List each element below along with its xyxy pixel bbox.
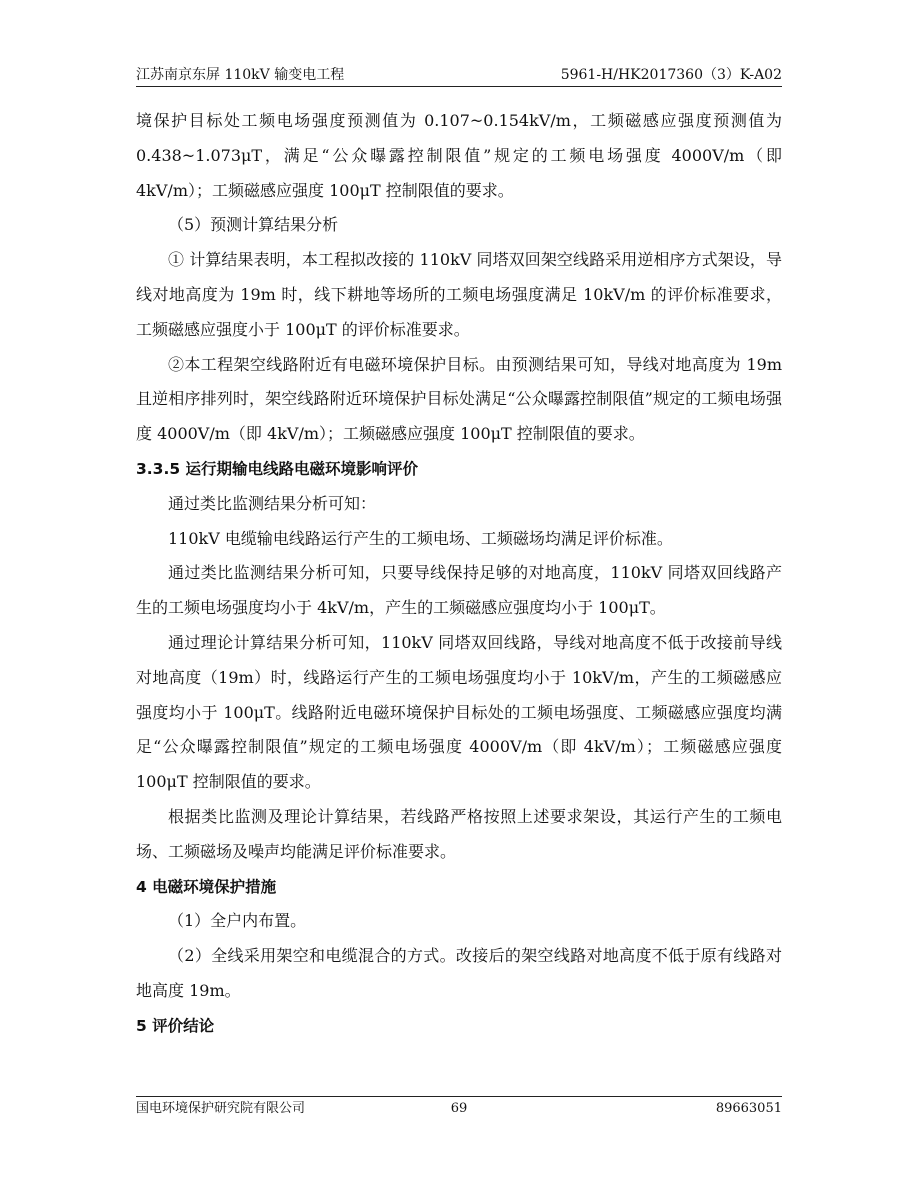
section-heading: 5 评价结论: [136, 1016, 215, 1035]
paragraph: 境保护目标处工频电场强度预测值为 0.107~0.154kV/m，工频磁感应强度预测值为0.438~1.073μT，满足“公众曝露控制限值”规定的工频电场强度 4000V/m（即 4kV/m）；工频磁感应强度 100μT 控制限值的要求。: [136, 111, 782, 200]
header-document-code: 5961-H/HK2017360（3）K-A02: [560, 67, 782, 83]
header-project-title: 江苏南京东屏 110kV 输变电工程: [136, 67, 345, 83]
list-item: （2）全线采用架空和电缆混合的方式。改接后的架空线路对地高度不低于原有线路对地高度 19m。: [136, 946, 782, 1000]
document-body: [136, 104, 782, 1044]
paragraph: 根据类比监测及理论计算结果，若线路严格按照上述要求架设，其运行产生的工频电场、工频磁场及噪声均能满足评价标准要求。: [136, 806, 782, 861]
paragraph: 通过类比监测结果分析可知，只要导线保持足够的对地高度，110kV 同塔双回线路产生的工频电场强度均小于 4kV/m，产生的工频磁感应强度均小于 100μT。: [136, 563, 782, 618]
paragraph: 通过类比监测结果分析可知：: [168, 493, 377, 513]
paragraph: ① 计算结果表明，本工程拟改接的 110kV 同塔双回架空线路采用逆相序方式架设，导线对地高度为 19m 时，线下耕地等场所的工频电场强度满足 10kV/m 的评价标准要求，工频磁感应强度小于 100μT 的评价标准要求。: [136, 250, 782, 339]
page-header: [136, 64, 782, 87]
subsection-label: （5）预测计算结果分析: [168, 215, 339, 235]
paragraph: ②本工程架空线路附近有电磁环境保护目标。由预测结果可知，导线对地高度为 19m 且逆相序排列时，架空线路附近环境保护目标处满足“公众曝露控制限值”规定的工频电场强度 4000V/m（即 4kV/m）；工频磁感应强度 100μT 控制限值的要求。: [136, 354, 782, 444]
footer-organization: 国电环境保护研究院有限公司: [136, 1101, 306, 1116]
footer-page-number: 69: [450, 1101, 468, 1116]
paragraph: 通过理论计算结果分析可知，110kV 同塔双回线路，导线对地高度不低于改接前导线对地高度（19m）时，线路运行产生的工频电场强度均小于 10kV/m，产生的工频磁感应强度均小于 100μT。线路附近电磁环境保护目标处的工频电场强度、工频磁感应强度均满足“公众曝露控制限值”规定的工频电场强度 4000V/m（即 4kV/m）；工频磁感应强度 100μT 控制限值的要求。: [136, 632, 782, 792]
paragraph: 110kV 电缆输电线路运行产生的工频电场、工频磁场均满足评价标准。: [168, 528, 673, 548]
list-item: （1）全户内布置。: [168, 911, 307, 931]
page-footer: [136, 1096, 782, 1121]
footer-code: 89663051: [715, 1101, 782, 1116]
section-heading: 4 电磁环境保护措施: [136, 877, 277, 896]
section-heading: 3.3.5 运行期输电线路电磁环境影响评价: [136, 459, 419, 478]
